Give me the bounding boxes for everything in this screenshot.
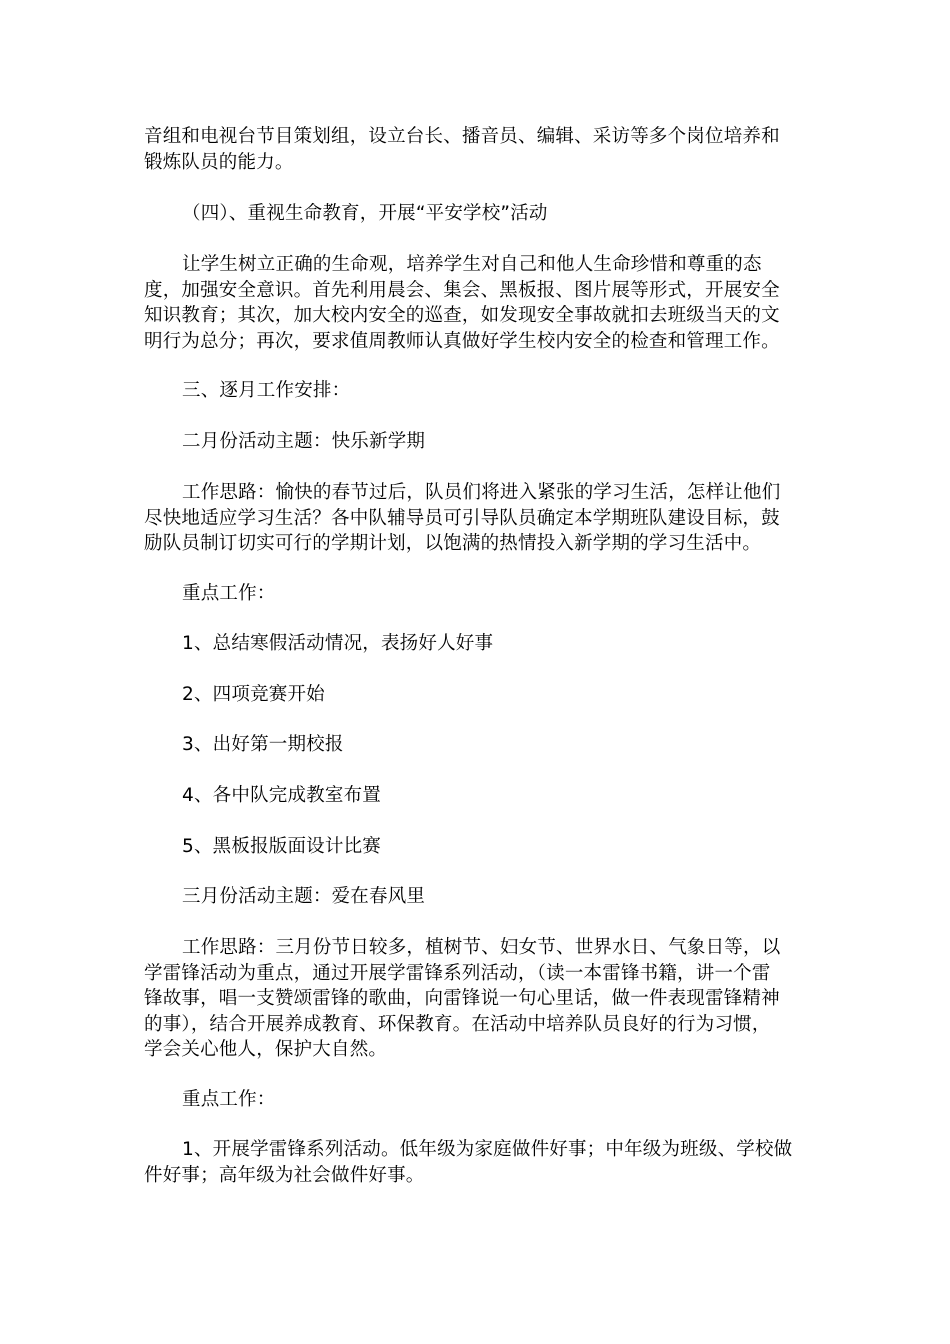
- list-item-text: 件好事；高年级为社会做件好事。: [144, 1164, 425, 1186]
- list-item: [144, 732, 808, 758]
- key-work-heading: [144, 1087, 808, 1113]
- paragraph-line: 学雷锋活动为重点，通过开展学雷锋系列活动，（读一本雷锋书籍，讲一个雷: [144, 962, 771, 984]
- paragraph-line: 知识教育；其次，加大校内安全的巡查，如发现安全事故就扣去班级当天的文: [144, 305, 780, 326]
- paragraph-line: 度，加强安全意识。首先利用晨会、集会、黑板报、图片展等形式，开展安全: [144, 279, 780, 301]
- paragraph-line: 尽快地适应学习生活？各中队辅导员可引导队员确定本学期班队建设目标，鼓: [144, 507, 780, 529]
- paragraph-line: 让学生树立正确的生命观，培养学生对自己和他人生命珍惜和尊重的态: [182, 254, 762, 275]
- heading-text: 重点工作：: [182, 1089, 276, 1110]
- theme-text: 三月份活动主题：爱在春风里: [182, 886, 426, 907]
- paragraph-line: 工作思路：愉快的春节过后，队员们将进入紧张的学习生活，怎样让他们: [182, 482, 781, 503]
- paragraph-line: 明行为总分；再次，要求值周教师认真做好学生校内安全的检查和管理工作。: [144, 330, 780, 352]
- paragraph-february-approach: [144, 480, 808, 557]
- list-item-text: 1、总结寒假活动情况，表扬好人好事: [182, 633, 494, 654]
- list-item: [144, 783, 808, 809]
- list-item-text: 5、黑板报版面设计比赛: [182, 836, 381, 857]
- paragraph-line: 学会关心他人，保护大自然。: [144, 1039, 388, 1060]
- list-item: [144, 834, 808, 860]
- paragraph-line: 励队员制订切实可行的学期计划，以饱满的热情投入新学期的学习生活中。: [144, 533, 762, 554]
- list-item: [144, 682, 808, 708]
- paragraph-line: 工作思路：三月份节日较多，植树节、妇女节、世界水日、气象日等，以: [182, 937, 781, 958]
- heading-text: 三、逐月工作安排：: [182, 380, 351, 401]
- paragraph-march-approach: [144, 935, 808, 1063]
- list-item-text: 1、开展学雷锋系列活动。低年级为家庭做件好事；中年级为班级、学校做: [182, 1139, 793, 1160]
- paragraph-line: 锋故事，唱一支赞颂雷锋的歌曲，向雷锋说一句心里话，做一件表现雷锋精神: [144, 988, 780, 1009]
- paragraph-line: 的事），结合开展养成教育、环保教育。在活动中培养队员良好的行为习惯，: [144, 1013, 771, 1035]
- section-heading-safe-school: [144, 201, 808, 227]
- list-item: [144, 631, 808, 657]
- list-item-text: 4、各中队完成教室布置: [182, 785, 381, 806]
- key-work-heading: [144, 581, 808, 607]
- paragraph-life-education: [144, 252, 808, 354]
- paragraph-radio-tv-group: [144, 124, 808, 175]
- february-theme: [144, 429, 808, 455]
- list-item-text: 3、出好第一期校报: [182, 734, 344, 755]
- march-theme: [144, 884, 808, 910]
- paragraph-line: 锻炼队员的能力。: [144, 151, 294, 173]
- section-heading-monthly-plan: [144, 378, 808, 404]
- paragraph-line: 音组和电视台节目策划组，设立台长、播音员、编辑、采访等多个岗位培养和: [144, 126, 780, 147]
- heading-text: （四）、重视生命教育，开展“平安学校”活动: [182, 203, 548, 224]
- list-item: [144, 1137, 808, 1188]
- heading-text: 重点工作：: [182, 583, 276, 604]
- theme-text: 二月份活动主题：快乐新学期: [182, 431, 426, 452]
- list-item-text: 2、四项竞赛开始: [182, 684, 325, 705]
